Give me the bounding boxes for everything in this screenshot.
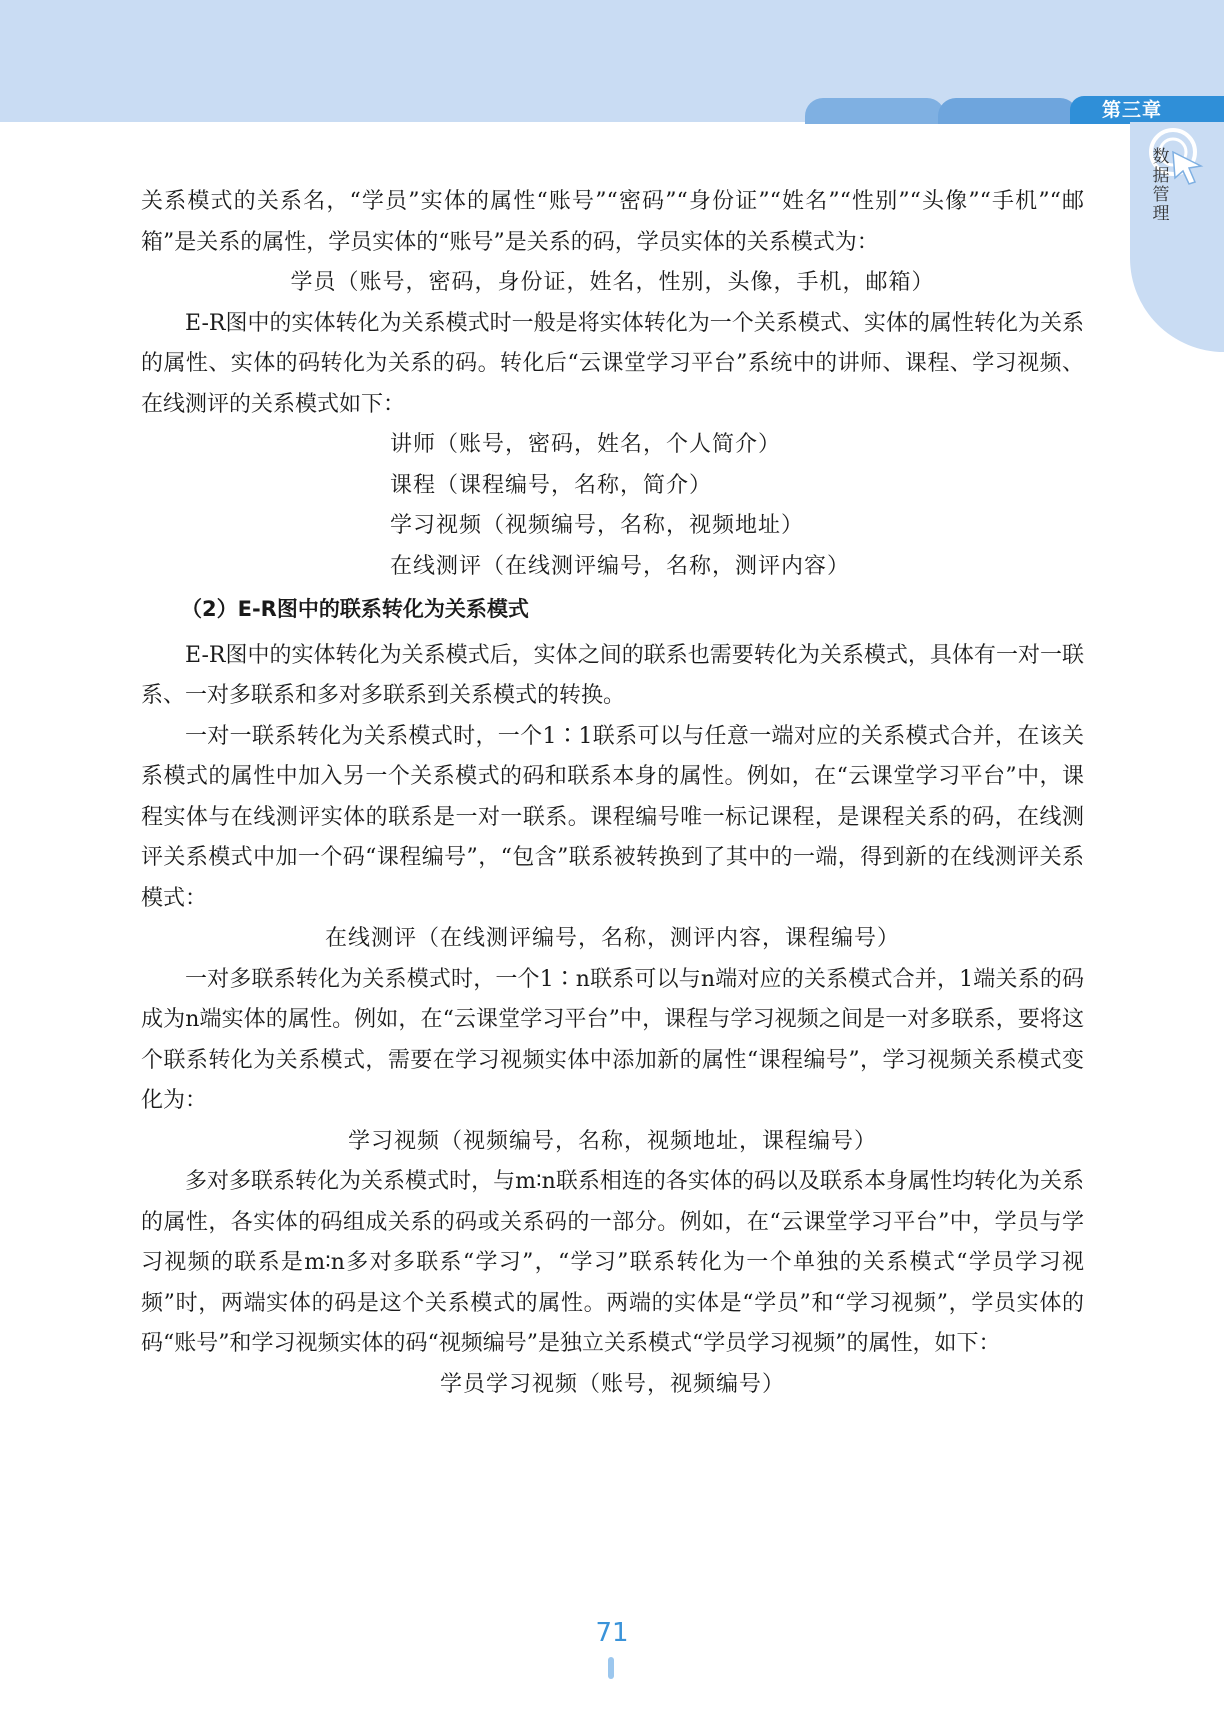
schema-line: 学习视频（视频编号，名称，视频地址，课程编号）	[347, 1128, 877, 1154]
paragraph: 一对多联系转化为关系模式时，一个1∶n联系可以与n端对应的关系模式合并，1端关系的码成为n端实体的属性。例如，在“云课堂学习平台”中，课程与学习视频之间是一对多联系，要将这个联系转化为关系模式，需要在学习视频实体中添加新的属性“课程编号”，学习视频关系模式变化为：	[141, 966, 1084, 1113]
header-tab-decoration	[938, 98, 1078, 124]
paragraph: 一对一联系转化为关系模式时，一个1∶1联系可以与任意一端对应的关系模式合并，在该关系模式的属性中加入另一个关系模式的码和联系本身的属性。例如，在“云课堂学习平台”中，课程实体与在线测评实体的联系是一对一联系。课程编号唯一标记课程，是课程关系的码，在线测评关系模式中加一个码“课程编号”，“包含”联系被转换到了其中的一端，得到新的在线测评关系模式：	[141, 723, 1084, 911]
schema-line: 学员学习视频（账号，视频编号）	[439, 1371, 785, 1397]
paragraph: 多对多联系转化为关系模式时，与m∶n联系相连的各实体的码以及联系本身属性均转化为关系的属性，各实体的码组成关系的码或关系码的一部分。例如，在“云课堂学习平台”中，学员与学习视频的联系是m∶n多对多联系“学习”，“学习”联系转化为一个单独的关系模式“学员学习视频”时，两端实体的码是这个关系模式的属性。两端的实体是“学员”和“学习视频”，学员实体的码“账号”和学习视频实体的码“视频编号”是独立关系模式“学员学习视频”的属性，如下：	[141, 1169, 1084, 1356]
paragraph: E-R图中的实体转化为关系模式时一般是将实体转化为一个关系模式、实体的属性转化为关系的属性、实体的码转化为关系的码。转化后“云课堂学习平台”系统中的讲师、课程、学习视频、在线测评的关系模式如下：	[141, 310, 1084, 417]
page-number-bar	[608, 1657, 614, 1679]
header-tab-decoration	[805, 98, 945, 124]
schema-line: 在线测评（在线测评编号，名称，测评内容，课程编号）	[324, 926, 900, 951]
schema-line: 在线测评（在线测评编号，名称，测评内容）	[390, 553, 851, 579]
chapter-label: 第三章	[1070, 96, 1224, 124]
paragraph: 关系模式的关系名，“学员”实体的属性“账号”“密码”“身份证”“姓名”“性别”“头像”“手机”“邮箱”是关系的属性，学员实体的“账号”是关系的码，学员实体的关系模式为：	[141, 189, 1084, 255]
schema-line: 讲师（账号，密码，姓名，个人简介）	[390, 432, 782, 457]
page-number: 71	[595, 1618, 629, 1648]
side-title: 数据管理	[1152, 147, 1170, 224]
paragraph: E-R图中的实体转化为关系模式后，实体之间的联系也需要转化为关系模式，具体有一对一联系、一对多联系和多对多联系到关系模式的转换。	[141, 642, 1084, 708]
schema-line: 学习视频（视频编号，名称，视频地址）	[390, 513, 805, 538]
section-subheading: （2）E-R图中的联系转化为关系模式	[181, 597, 529, 621]
schema-line: 课程（课程编号，名称，简介）	[390, 472, 713, 498]
schema-line: 学员（账号，密码，身份证，姓名，性别，头像，手机，邮箱）	[290, 270, 935, 295]
page-content	[141, 182, 1084, 1405]
